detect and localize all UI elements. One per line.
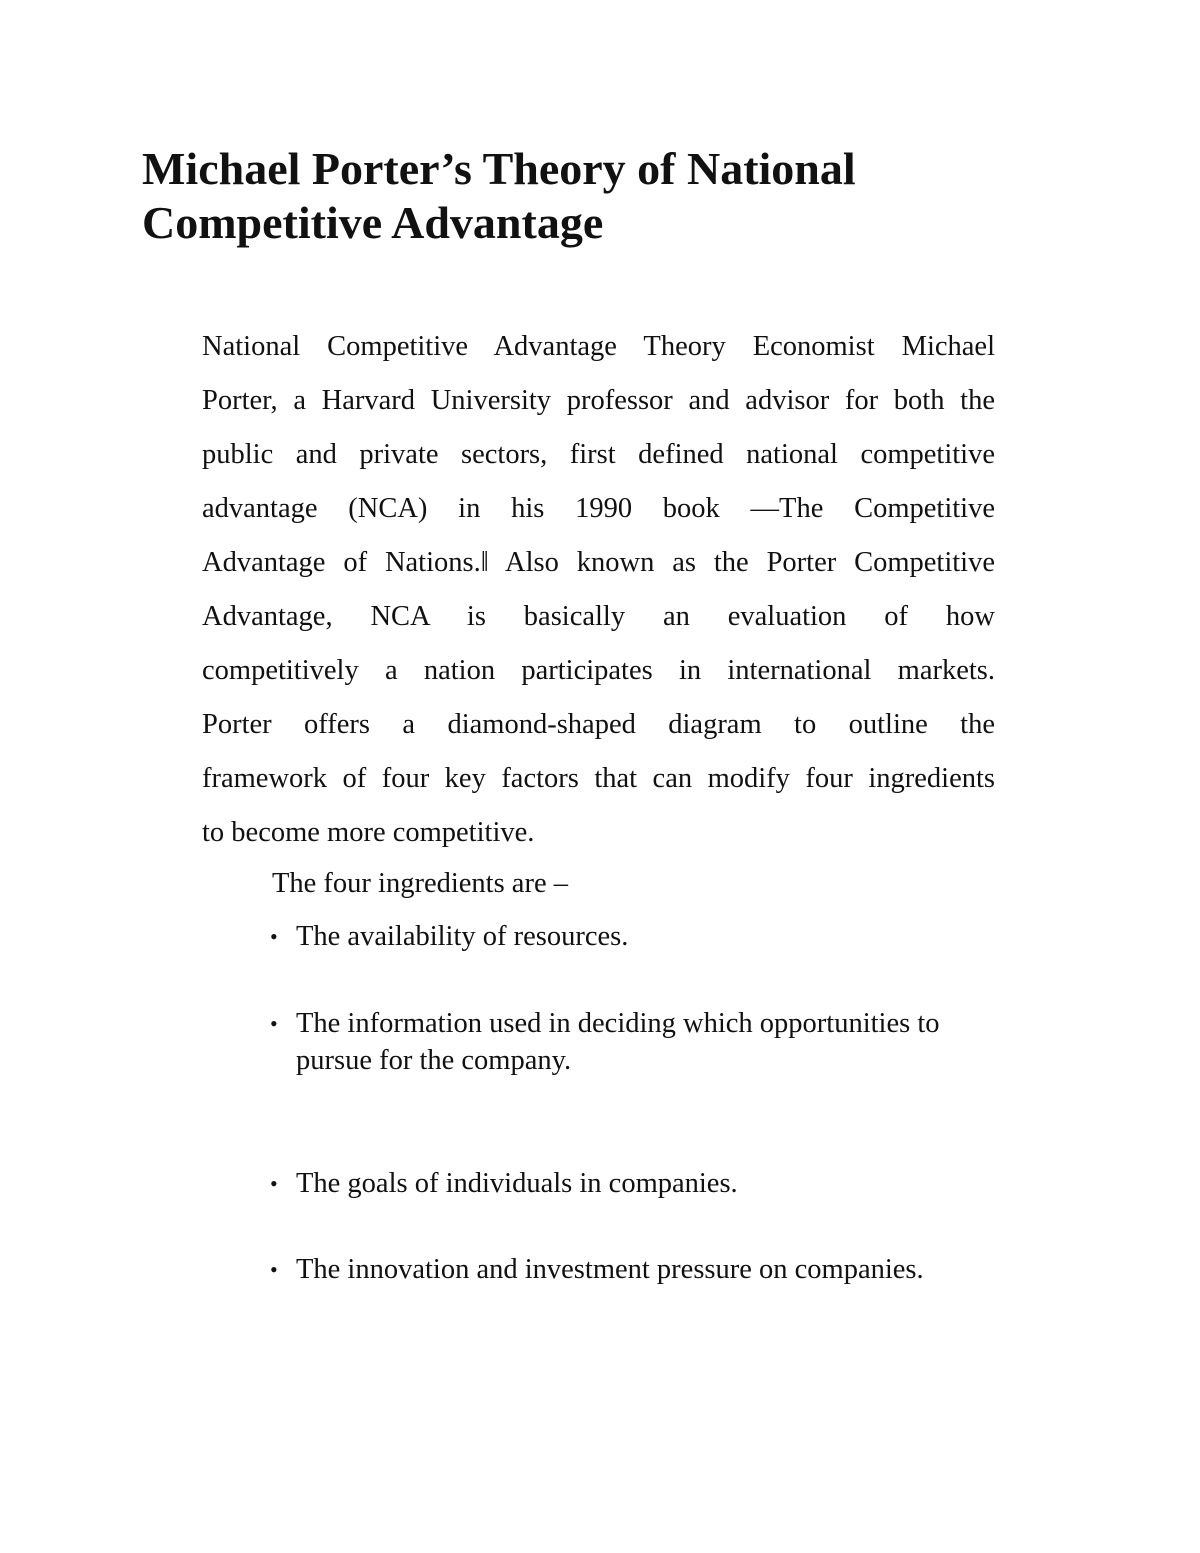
list-item-text: The availability of resources. <box>296 921 629 952</box>
body-paragraph <box>202 320 995 860</box>
page-title <box>142 142 1042 250</box>
ingredients-list <box>270 918 1030 1285</box>
list-item <box>270 918 1030 955</box>
list-item <box>270 1165 1030 1202</box>
bullet-icon: • <box>270 1171 278 1196</box>
bullet-icon: • <box>270 1011 278 1036</box>
list-item-text: The information used in deciding which opportunities to <box>296 1008 940 1039</box>
list-item <box>270 1005 1030 1079</box>
paragraph-line: National Competitive Advantage Theory Economist Michael <box>202 331 995 362</box>
paragraph-line: public and private sectors, first defined national competitive <box>202 439 995 470</box>
paragraph-line: to become more competitive. <box>202 817 535 848</box>
bullet-icon: • <box>270 1257 278 1282</box>
paragraph-line: advantage (NCA) in his 1990 book ―The Competitive <box>202 493 995 524</box>
list-item-text: pursue for the company. <box>296 1045 572 1076</box>
paragraph-line: Advantage of Nations.‖ Also known as the Porter Competitive <box>202 547 995 578</box>
paragraph-line: Advantage, NCA is basically an evaluation of how <box>202 601 995 632</box>
list-item <box>270 1251 1030 1288</box>
paragraph-line: framework of four key factors that can modify four ingredients <box>202 763 995 794</box>
title-line: Competitive Advantage <box>142 197 604 248</box>
paragraph-line: Porter offers a diamond-shaped diagram to outline the <box>202 709 995 740</box>
ingredients-intro: The four ingredients are – <box>272 868 568 899</box>
list-item-text: The innovation and investment pressure on companies. <box>296 1254 924 1285</box>
list-item-text: The goals of individuals in companies. <box>296 1168 738 1199</box>
paragraph-line: Porter, a Harvard University professor and advisor for both the <box>202 385 995 416</box>
paragraph-line: competitively a nation participates in international markets. <box>202 655 995 686</box>
title-line: Michael Porter’s Theory of National <box>142 143 856 194</box>
bullet-icon: • <box>270 924 278 949</box>
